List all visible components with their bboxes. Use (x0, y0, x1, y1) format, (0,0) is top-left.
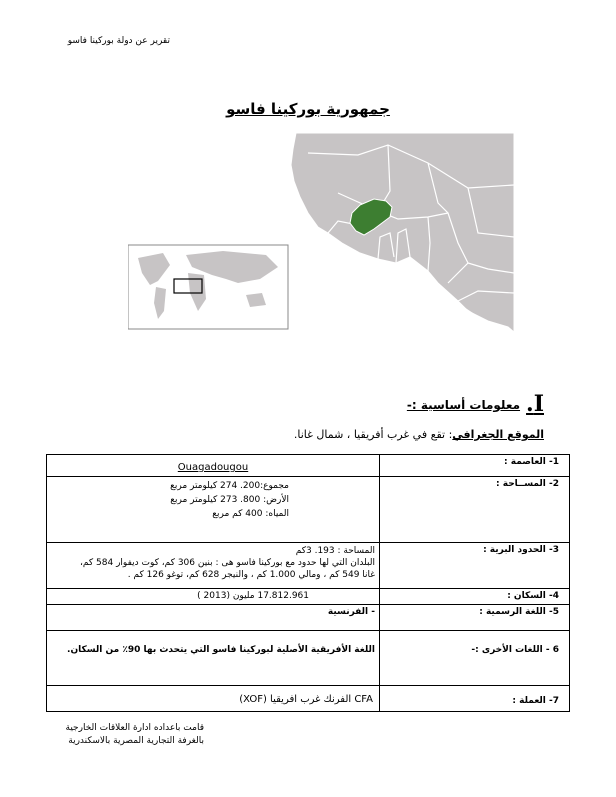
borders-line: غانا 549 كم ، ومالي 1.000 كم ، والنيجر 628 كم، توغو 126 كم . (127, 570, 375, 580)
table-row (47, 686, 570, 712)
geo-label: الموقع الجغرافي (452, 428, 544, 441)
info-table (46, 454, 570, 712)
section-heading (407, 393, 544, 415)
area-line: مجموع:200. 274 كيلومتر مربع (170, 481, 289, 491)
world-inset (128, 245, 288, 329)
row-key: 7- العملة : (380, 686, 570, 712)
section-number: I. (526, 391, 544, 417)
capital-value: Ouagadougou (47, 455, 380, 477)
locator-map (128, 133, 514, 332)
borders-line: البلدان التي لها حدود مع بوركينا فاسو هى : بنين 306 كم، كوت ديفوار 584 كم، (79, 558, 375, 568)
table-row (47, 477, 570, 543)
row-key: 6 - اللغات الأخرى :- (380, 631, 570, 686)
table-row (47, 543, 570, 589)
row-key: 1- العاصمة : (380, 455, 570, 477)
row-key: 4- السكان : (380, 589, 570, 605)
geo-location-line (294, 428, 544, 441)
currency-value: CFA الفرنك غرب افريقيا (XOF) (47, 686, 380, 712)
row-key: 5- اللغة الرسمية : (380, 605, 570, 631)
footer-note (66, 722, 205, 748)
header-doc-label: تقرير عن دولة بوركينا فاسو (67, 36, 170, 46)
regional-map (256, 133, 514, 332)
area-line: المياه: 400 كم مربع (212, 509, 289, 519)
table-row (47, 455, 570, 477)
section-label: معلومات أساسية :- (406, 398, 521, 412)
borders-line: المساحة : 193. 3كم (295, 546, 375, 556)
area-value (47, 477, 380, 543)
footer-line: قامت باعداده ادارة العلاقات الخارجية (65, 723, 204, 733)
footer-line: بالغرفة التجارية المصرية بالاسكندرية (68, 736, 204, 746)
geo-text: : تقع في غرب أفريقيا ، شمال غانا. (293, 428, 453, 441)
row-key: 2- المســاحة : (380, 477, 570, 543)
other-languages-value: اللغة الأفريقية الأصلية لبوركينا فاسو التي يتحدث بها 90٪ من السكان. (47, 631, 380, 686)
table-row (47, 605, 570, 631)
official-language-value: - الفرنسية (47, 605, 380, 631)
row-key: 3- الحدود البرية : (380, 543, 570, 589)
page-title: جمهورية بوركينا فاسو (226, 100, 390, 118)
table-row (47, 631, 570, 686)
borders-value (47, 543, 380, 589)
area-line: الأرض: 800. 273 كيلومتر مربع (170, 495, 289, 505)
table-row (47, 589, 570, 605)
population-value: 17.812.961 مليون (2013 ) (47, 589, 380, 605)
